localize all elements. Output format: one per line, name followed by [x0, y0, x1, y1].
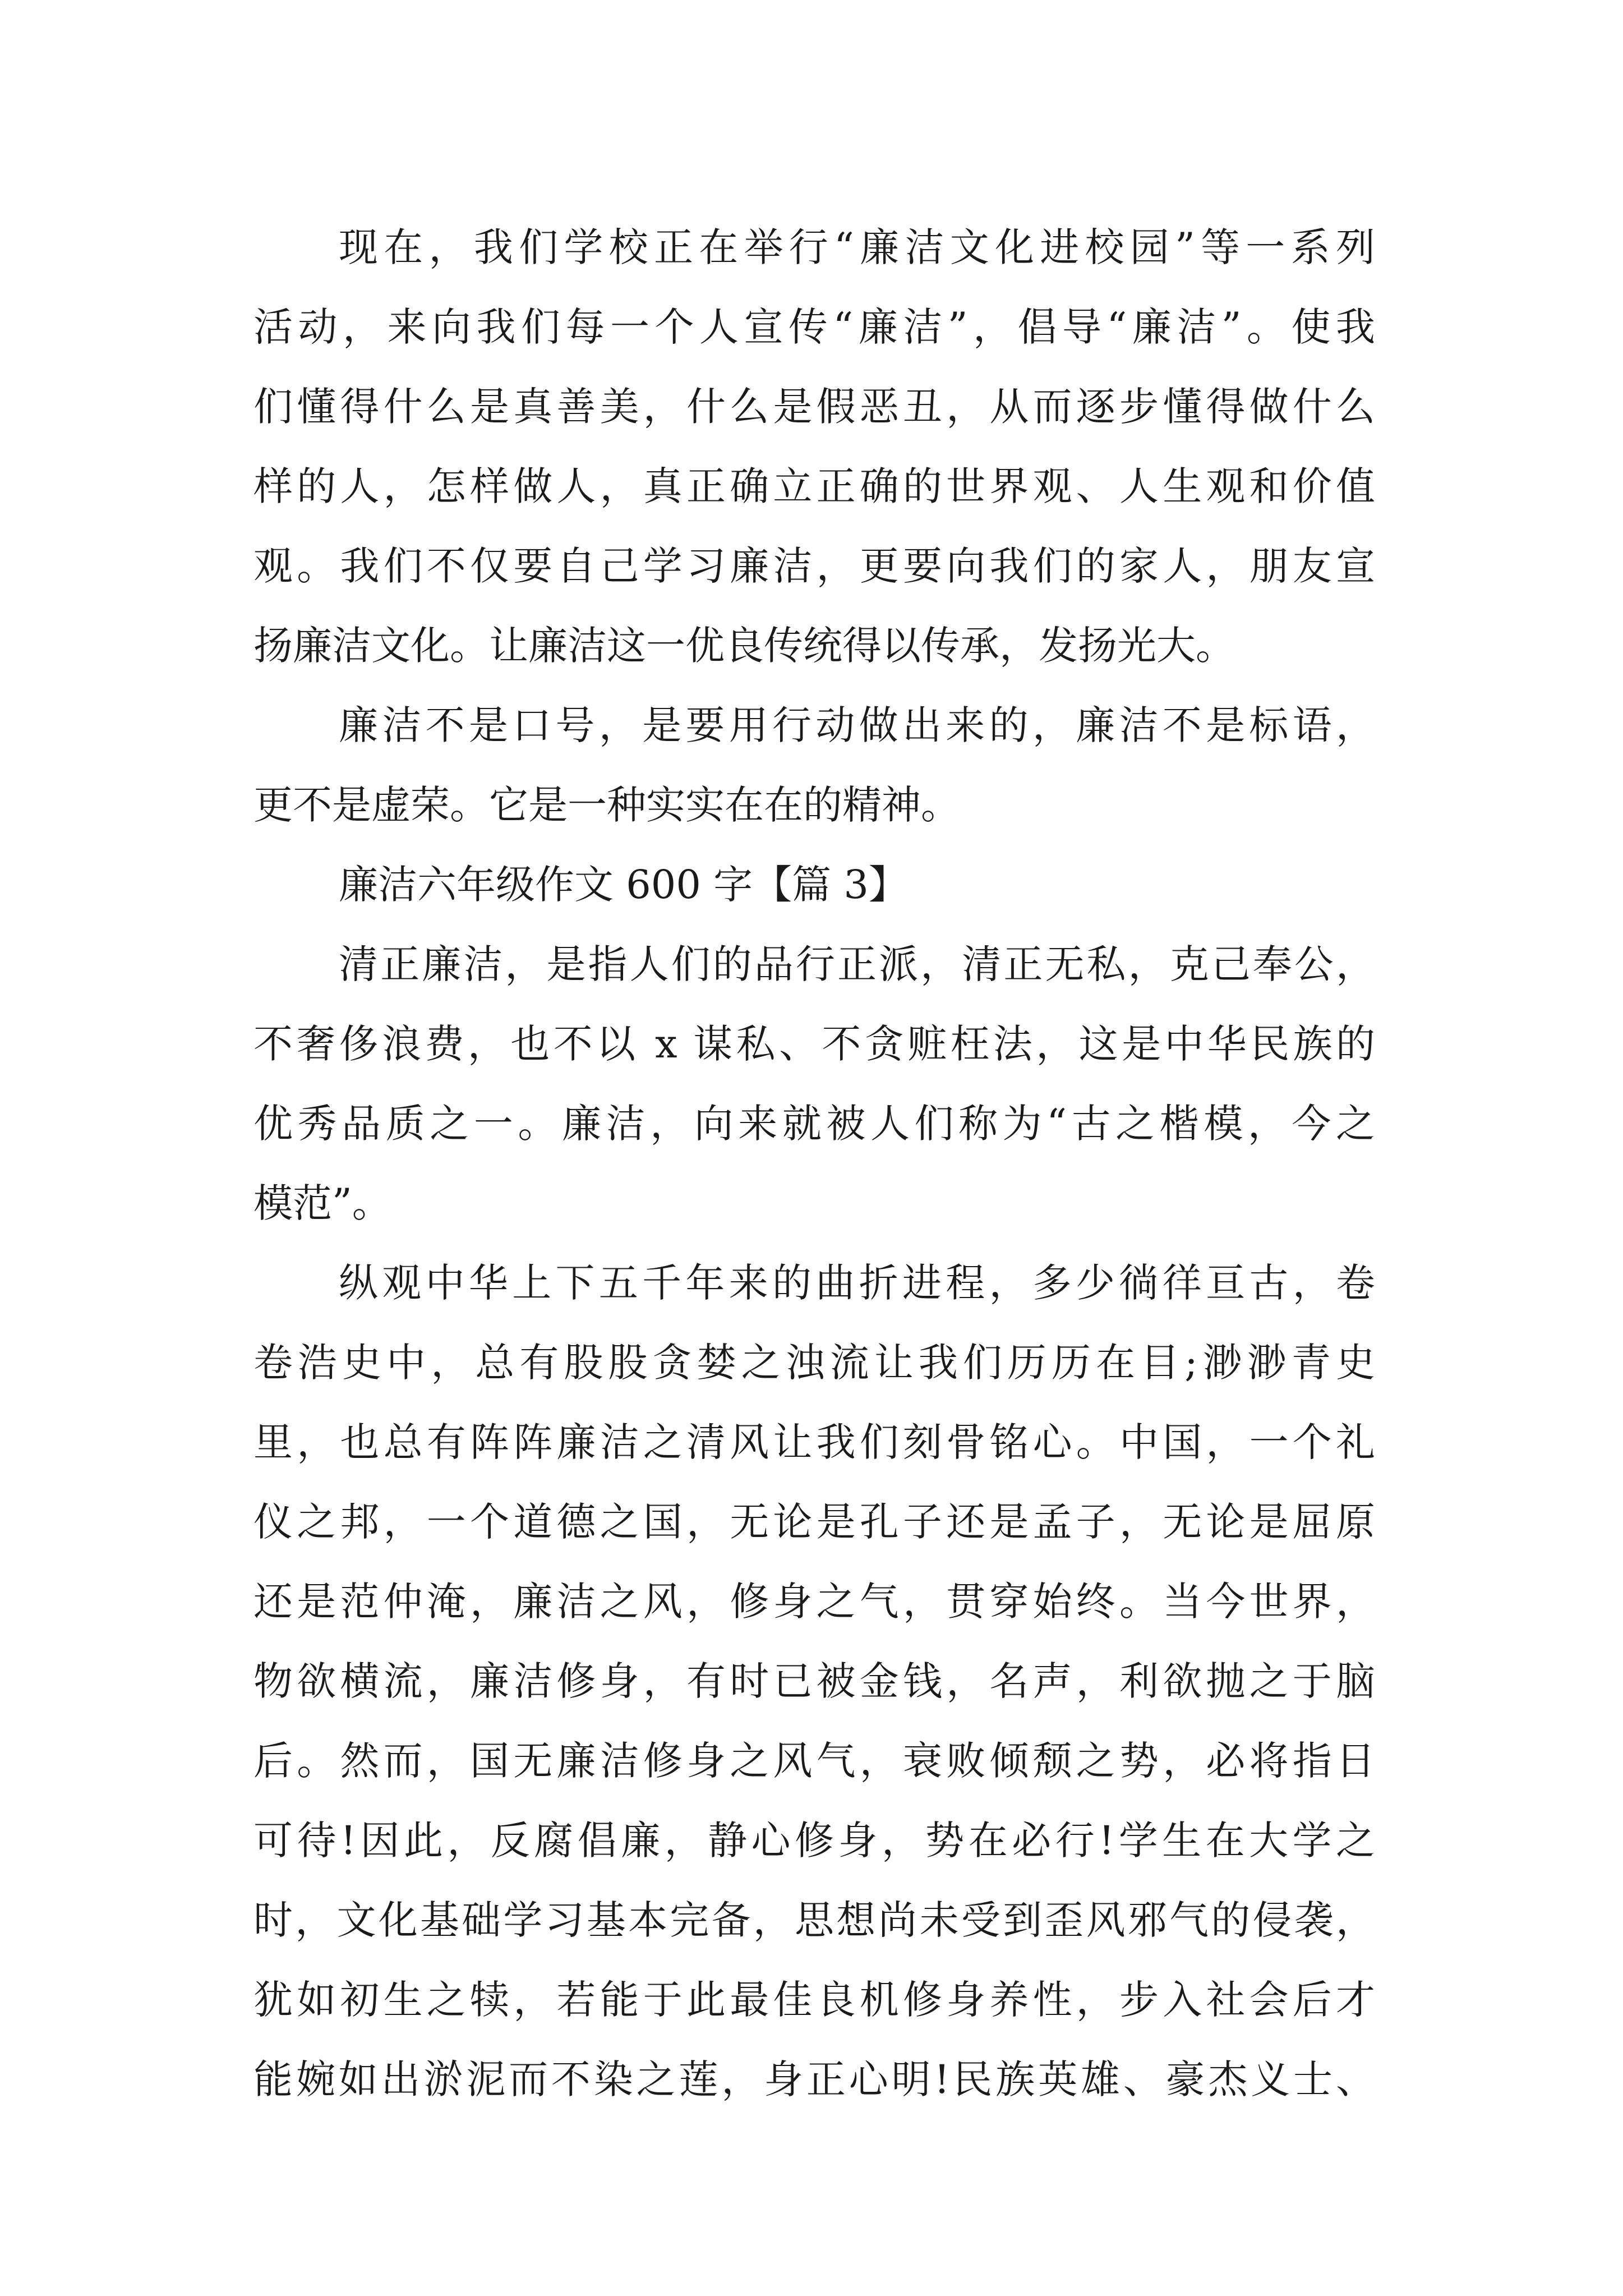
text-line: 扬廉洁文化。让廉洁这一优良传统得以传承，发扬光大。: [253, 623, 1235, 669]
text-line: 还是范仲淹，廉洁之风，修身之气，贯穿始终。当今世界，: [253, 1579, 1375, 1625]
text-line: 们懂得什么是真善美，什么是假恶丑，从而逐步懂得做什么: [253, 384, 1375, 430]
text-line: 犹如初生之犊，若能于此最佳良机修身养性，步入社会后才: [253, 1977, 1375, 2023]
document-body: [253, 208, 1375, 2119]
text-line: 里，也总有阵阵廉洁之清风让我们刻骨铭心。中国，一个礼: [253, 1419, 1375, 1465]
text-line: 观。我们不仅要自己学习廉洁，更要向我们的家人，朋友宣: [253, 543, 1375, 589]
text-line: 仪之邦，一个道德之国，无论是孔子还是孟子，无论是屈原: [253, 1499, 1375, 1545]
text-line: 廉洁不是口号，是要用行动做出来的，廉洁不是标语，: [339, 702, 1375, 748]
text-line: 现在，我们学校正在举行“廉洁文化进校园”等一系列: [339, 224, 1375, 270]
text-line: 可待!因此，反腐倡廉，静心修身，势在必行!学生在大学之: [253, 1818, 1375, 1864]
text-line: 清正廉洁，是指人们的品行正派，清正无私，克己奉公，: [339, 941, 1375, 987]
text-line: 模范”。: [253, 1180, 391, 1226]
paragraph-campaign: [253, 208, 1375, 685]
text-line: 样的人，怎样做人，真正确立正确的世界观、人生观和价值: [253, 463, 1375, 509]
text-line: 卷浩史中，总有股股贪婪之浊流让我们历历在目;渺渺青史: [253, 1340, 1375, 1386]
text-line: 时，文化基础学习基本完备，思想尚未受到歪风邪气的侵袭，: [253, 1897, 1375, 1943]
text-line: 活动，来向我们每一个人宣传“廉洁”，倡导“廉洁”。使我: [253, 304, 1375, 350]
paragraph-history: [253, 1243, 1375, 2119]
text-line: 优秀品质之一。廉洁，向来就被人们称为“古之楷模，今之: [253, 1101, 1375, 1147]
essay-title: 廉洁六年级作文 600 字【篇 3】: [339, 862, 908, 908]
text-line: 纵观中华上下五千年来的曲折进程，多少徜徉亘古，卷: [339, 1260, 1375, 1306]
text-line: 后。然而，国无廉洁修身之风气，衰败倾颓之势，必将指日: [253, 1738, 1375, 1784]
text-line: 更不是虚荣。它是一种实实在在的精神。: [253, 782, 960, 828]
text-line: 物欲横流，廉洁修身，有时已被金钱，名声，利欲抛之于脑: [253, 1658, 1375, 1704]
section-heading: [253, 845, 1375, 924]
text-line: 能婉如出淤泥而不染之莲，身正心明!民族英雄、豪杰义士、: [253, 2056, 1375, 2102]
paragraph-integrity-definition: [253, 924, 1375, 1243]
text-line: 不奢侈浪费，也不以 x 谋私、不贪赃枉法，这是中华民族的: [253, 1021, 1375, 1067]
paragraph-not-slogan: [253, 685, 1375, 845]
